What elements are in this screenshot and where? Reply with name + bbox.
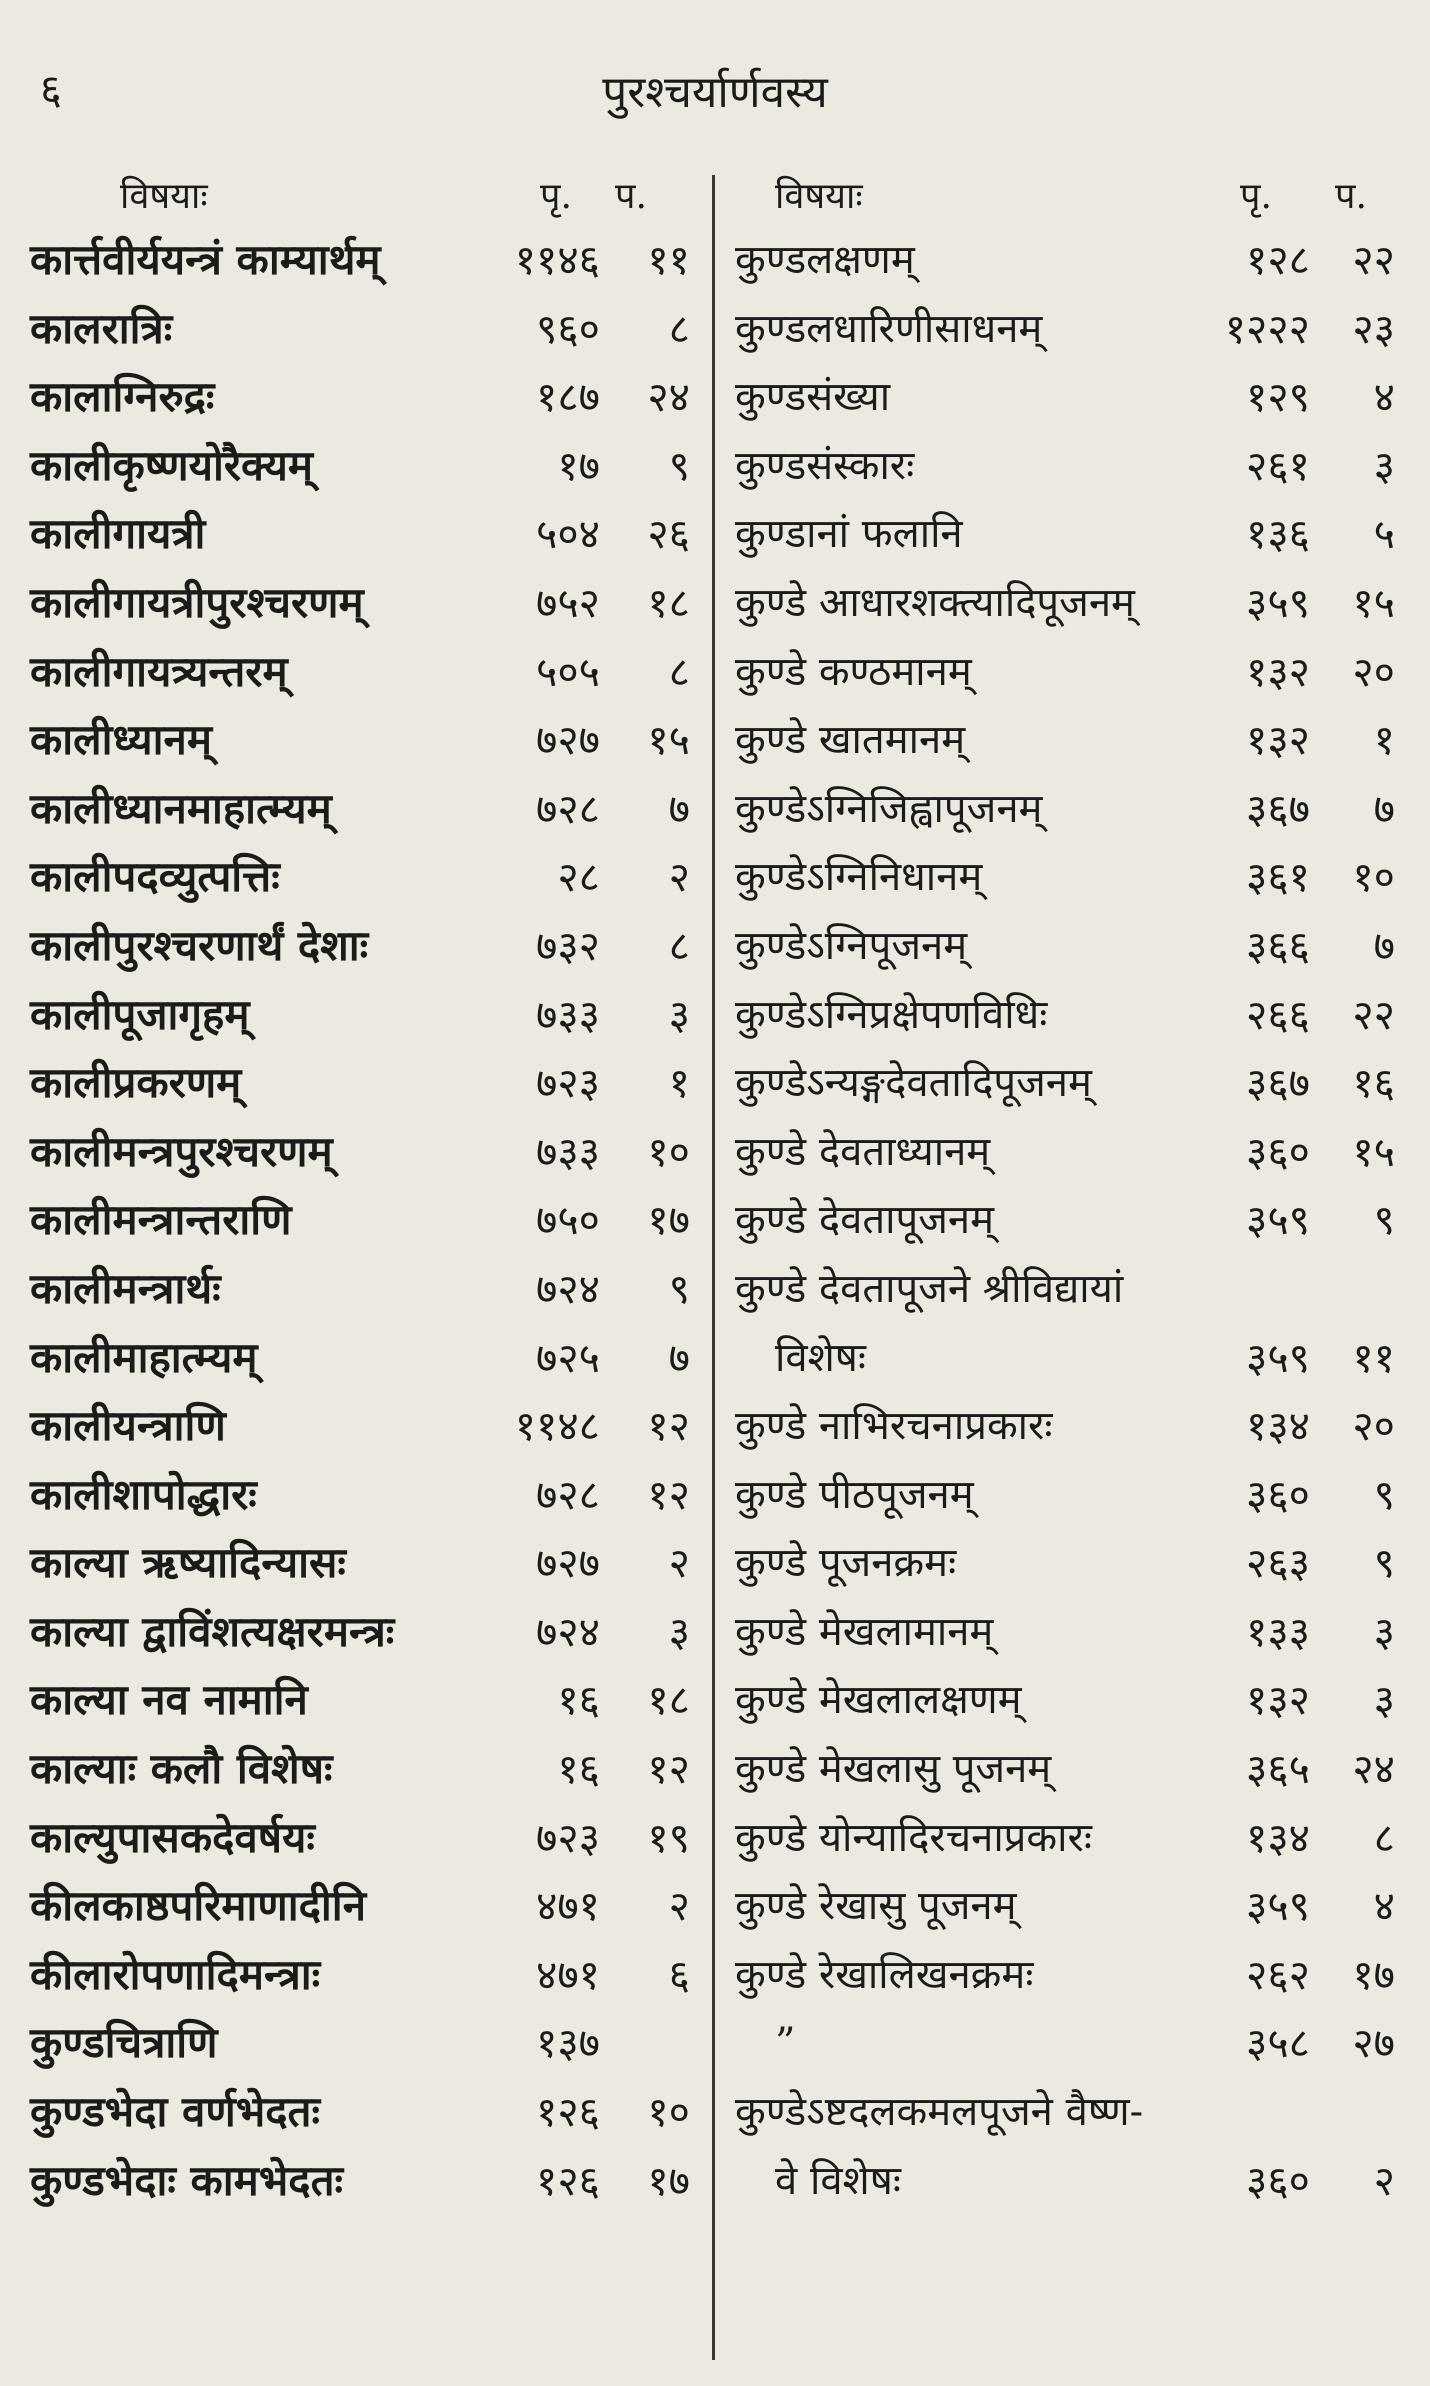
index-entry — [735, 1049, 1400, 1118]
index-entry — [30, 1804, 695, 1873]
entry-page: ३६१ — [1246, 853, 1310, 902]
entry-line: १६ — [1352, 1059, 1395, 1108]
entry-subject: कुण्डेऽष्टदलकमलपूजने वैष्ण- — [735, 2089, 1144, 2136]
entry-page: ५०४ — [536, 510, 600, 559]
entry-page: १७ — [557, 441, 600, 490]
entry-subject: कुण्डेऽग्निनिधानम् — [735, 854, 983, 901]
entry-subject: कुण्डे पीठपूजनम् — [735, 1471, 974, 1518]
entry-subject: कुण्डे योन्यादिरचनाप्रकारः — [735, 1814, 1092, 1861]
index-entry — [735, 638, 1400, 707]
entry-line: ५ — [1373, 510, 1395, 559]
entry-line: ११ — [1352, 1333, 1395, 1382]
entry-line: ८ — [668, 647, 690, 696]
entry-line: २ — [1373, 2156, 1395, 2205]
right-index-column — [735, 170, 1400, 2215]
entry-subject: काल्युपासकदेवर्षयः — [30, 1812, 315, 1862]
page-number: ६ — [40, 65, 62, 114]
entry-page: १३४ — [1246, 1402, 1310, 1451]
entry-page: ७२४ — [536, 1264, 600, 1313]
entry-line: १२ — [647, 1402, 690, 1451]
index-entry — [30, 706, 695, 775]
line-header-label: प. — [615, 176, 647, 217]
entry-page: १२६ — [536, 2088, 600, 2137]
entry-line: १० — [1352, 853, 1395, 902]
entry-line: ९ — [668, 441, 690, 490]
index-entry — [30, 1392, 695, 1461]
index-entry — [735, 2078, 1400, 2147]
index-entry — [735, 226, 1400, 295]
entry-line: २२ — [1352, 990, 1395, 1039]
entry-line: २३ — [1352, 304, 1395, 353]
index-entry — [735, 363, 1400, 432]
entry-subject: कुण्डेऽग्निपूजनम् — [735, 922, 968, 969]
entry-page: ३५९ — [1246, 1882, 1310, 1931]
index-entry — [30, 1461, 695, 1530]
entry-line: ३ — [668, 1607, 690, 1656]
index-entry — [735, 1666, 1400, 1735]
page-header — [0, 60, 1430, 130]
entry-page: ३६६ — [1246, 921, 1310, 970]
index-entry — [735, 2147, 1400, 2216]
entry-subject: कुण्डे मेखलासु पूजनम् — [735, 1746, 1052, 1793]
entry-subject: कुण्डे देवतापूजनम् — [735, 1197, 994, 1244]
index-entry — [735, 432, 1400, 501]
entry-page: १२२२ — [1224, 304, 1310, 353]
page-header-label: पृ. — [1240, 176, 1272, 217]
entry-line: १० — [647, 2088, 690, 2137]
index-entry — [30, 775, 695, 844]
entry-subject: कुण्डानां फलानि — [735, 511, 963, 558]
entry-subject: कुण्डलक्षणम् — [735, 237, 915, 283]
entry-subject: काल्या द्वाविंशत्यक्षरमन्त्रः — [30, 1606, 395, 1656]
subject-header: विषयाः — [120, 176, 208, 217]
entry-line: १८ — [647, 1676, 690, 1725]
entry-subject: कुण्डे मेखलालक्षणम् — [735, 1677, 1022, 1724]
entry-page: ७२८ — [536, 1470, 600, 1519]
running-title: पुरश्चर्यार्णवस्य — [602, 67, 828, 118]
index-entry — [30, 1186, 695, 1255]
entry-subject: कुण्डे देवताध्यानम् — [735, 1128, 991, 1175]
entry-line: ७ — [668, 784, 690, 833]
entry-line: १५ — [1352, 1127, 1395, 1176]
entry-subject: कुण्डे रेखासु पूजनम् — [735, 1883, 1017, 1930]
entry-page: १६ — [557, 1676, 600, 1725]
index-entry — [30, 2078, 695, 2147]
index-entry — [735, 1735, 1400, 1804]
entry-subject: कुण्डचित्राणि — [30, 2018, 218, 2068]
entry-subject: कालीमन्त्रपुरश्चरणम् — [30, 1126, 333, 1176]
entry-page: ७३२ — [536, 921, 600, 970]
entry-page: १३६ — [1246, 510, 1310, 559]
entry-page: ७२७ — [536, 1539, 600, 1588]
entry-page: १२६ — [536, 2156, 600, 2205]
entry-line: ९ — [1373, 1539, 1395, 1588]
index-entry — [735, 1804, 1400, 1873]
entry-subject: कालीमाहात्म्यम् — [30, 1332, 258, 1382]
index-entry — [735, 1941, 1400, 2010]
entry-page: १३२ — [1246, 1676, 1310, 1725]
entry-subject: कुण्डभेदा वर्णभेदतः — [30, 2087, 320, 2137]
column-divider — [712, 175, 715, 2360]
entry-subject: काल्या नव नामानि — [30, 1675, 308, 1725]
entry-page: ५०५ — [536, 647, 600, 696]
index-entry — [30, 363, 695, 432]
entry-subject: काल्या ऋष्यादिन्यासः — [30, 1538, 346, 1588]
index-entry — [735, 1461, 1400, 1530]
index-entry — [30, 1255, 695, 1324]
entry-subject: कालीपुरश्चरणार्थं देशाः — [30, 920, 369, 970]
entry-subject: कुण्डे मेखलामानम् — [735, 1608, 994, 1655]
index-entry — [30, 912, 695, 981]
entry-line: ७ — [1373, 921, 1395, 970]
entry-line: २४ — [1352, 1745, 1395, 1794]
index-entry — [735, 1118, 1400, 1187]
entry-page: १३४ — [1246, 1813, 1310, 1862]
entry-page: २६६ — [1246, 990, 1310, 1039]
entry-line: १७ — [1352, 1950, 1395, 1999]
index-entry — [30, 981, 695, 1050]
index-entry — [735, 1324, 1400, 1393]
entry-page: ७५० — [536, 1196, 600, 1245]
entry-page: ७३३ — [536, 1127, 600, 1176]
entry-subject: कुण्डभेदाः कामभेदतः — [30, 2155, 343, 2205]
index-entry — [30, 1872, 695, 1941]
subject-header: विषयाः — [775, 176, 863, 217]
entry-subject: कुण्डलधारिणीसाधनम् — [735, 305, 1043, 352]
entry-line: ११ — [647, 236, 690, 284]
entry-line: ४ — [1373, 1882, 1395, 1931]
entry-page: ७२५ — [536, 1333, 600, 1382]
entry-page: ३५९ — [1246, 578, 1310, 627]
entry-page: १३२ — [1246, 647, 1310, 696]
index-entry — [30, 2009, 695, 2078]
entry-page: ३६० — [1246, 1470, 1310, 1519]
entry-page: ३६७ — [1246, 784, 1310, 833]
index-entry — [30, 1666, 695, 1735]
entry-subject: कुण्डेऽग्निप्रक्षेपणविधिः — [735, 991, 1048, 1038]
entry-subject: कुण्डे देवतापूजने श्रीविद्यायां — [735, 1265, 1124, 1312]
index-entry — [735, 912, 1400, 981]
index-entry — [735, 981, 1400, 1050]
entry-subject: विशेषः — [775, 1334, 866, 1381]
entry-line: १ — [668, 1059, 690, 1108]
index-entry — [30, 1735, 695, 1804]
entry-line: १२ — [647, 1745, 690, 1794]
entry-page: ९६० — [536, 304, 600, 353]
entry-subject: कालीध्यानम् — [30, 715, 212, 765]
entry-page: ११४६ — [514, 236, 600, 284]
entry-subject: वे विशेषः — [775, 2157, 901, 2204]
entry-line: २७ — [1352, 2019, 1395, 2068]
column-header — [735, 170, 1400, 226]
index-entry — [735, 1186, 1400, 1255]
entry-subject: कुण्डे कण्ठमानम् — [735, 648, 972, 695]
entry-line: २ — [668, 1882, 690, 1931]
index-entry — [30, 432, 695, 501]
entry-line: ९ — [1373, 1196, 1395, 1245]
entry-line: २० — [1352, 647, 1395, 696]
entry-line: ७ — [668, 1333, 690, 1382]
entry-line: ६ — [668, 1950, 690, 1999]
index-entry — [30, 1598, 695, 1667]
entry-line: ३ — [1373, 441, 1395, 490]
entry-subject: कुण्डे पूजनक्रमः — [735, 1540, 957, 1587]
page-header-label: पृ. — [540, 176, 572, 217]
entry-page: ३५९ — [1246, 1196, 1310, 1245]
entry-page: २६१ — [1246, 441, 1310, 490]
entry-page: १३२ — [1246, 716, 1310, 765]
index-entry — [30, 1324, 695, 1393]
entry-page: ७२३ — [536, 1059, 600, 1108]
entry-subject: कालीकृष्णयोरैक्यम् — [30, 440, 313, 490]
entry-line: १७ — [647, 2156, 690, 2205]
entry-page: १८७ — [536, 373, 600, 422]
index-entry — [30, 500, 695, 569]
entry-subject: कुण्डेऽन्यङ्गदेवतादिपूजनम् — [735, 1060, 1092, 1107]
entry-subject: कुण्डे खातमानम् — [735, 717, 966, 764]
entry-subject: कालीमन्त्रान्तराणि — [30, 1195, 292, 1245]
entry-subject: कीलकाष्ठपरिमाणादीनि — [30, 1881, 367, 1931]
entry-line: ८ — [1373, 1813, 1395, 1862]
entry-page: १६ — [557, 1745, 600, 1794]
entry-subject: कालीप्रकरणम् — [30, 1058, 242, 1108]
entry-line: ९ — [1373, 1470, 1395, 1519]
entry-page: ३५८ — [1246, 2019, 1310, 2068]
entry-line: ८ — [668, 921, 690, 970]
entry-line: ३ — [668, 990, 690, 1039]
index-entry — [735, 1529, 1400, 1598]
entry-subject: कालीगायत्र्यन्तरम् — [30, 646, 288, 696]
entry-page: ११४८ — [514, 1402, 600, 1451]
entry-line: १२ — [647, 1470, 690, 1519]
index-entry — [735, 775, 1400, 844]
index-entry — [735, 569, 1400, 638]
entry-page: २८ — [557, 853, 600, 902]
entry-page: ७२४ — [536, 1607, 600, 1656]
column-header — [30, 170, 695, 226]
entry-subject: कालीपूजागृहम् — [30, 989, 250, 1039]
entry-subject: कुण्डे रेखालिखनक्रमः — [735, 1951, 1034, 1998]
entry-page: २६२ — [1246, 1950, 1310, 1999]
index-entry — [735, 500, 1400, 569]
entry-subject: कालीगायत्रीपुरश्चरणम् — [30, 577, 364, 627]
entry-page: १२९ — [1246, 373, 1310, 422]
entry-page: १३३ — [1246, 1607, 1310, 1656]
entry-line: १७ — [647, 1196, 690, 1245]
entry-subject: कालाग्निरुद्रः — [30, 372, 215, 422]
index-entry — [735, 1872, 1400, 1941]
index-entry — [30, 638, 695, 707]
entry-page: ७२८ — [536, 784, 600, 833]
index-entry — [735, 1255, 1400, 1324]
entry-page: ७३३ — [536, 990, 600, 1039]
index-entry — [30, 1118, 695, 1187]
index-entry — [30, 569, 695, 638]
entry-page: ७५२ — [536, 578, 600, 627]
entry-subject: कुण्डसंस्कारः — [735, 442, 915, 489]
entry-subject: कालीशापोद्धारः — [30, 1469, 257, 1519]
entry-line: १९ — [647, 1813, 690, 1862]
entry-page: ३५९ — [1246, 1333, 1310, 1382]
entry-line: २२ — [1352, 236, 1395, 284]
entry-line: २ — [668, 853, 690, 902]
entry-page: १३७ — [536, 2019, 600, 2068]
entry-page: ३६५ — [1246, 1745, 1310, 1794]
entry-page: ४७१ — [536, 1950, 600, 1999]
entry-subject: कालीयन्त्राणि — [30, 1401, 226, 1451]
left-index-column — [30, 170, 695, 2215]
entry-subject: कालरात्रिः — [30, 303, 173, 353]
entry-subject: कालीध्यानमाहात्म्यम् — [30, 783, 332, 833]
entry-page: ३६७ — [1246, 1059, 1310, 1108]
index-entry — [30, 843, 695, 912]
entry-subject: कुण्डसंख्या — [735, 374, 891, 421]
index-entry — [30, 1529, 695, 1598]
index-entry — [30, 226, 695, 295]
entry-page: ७२७ — [536, 716, 600, 765]
entry-line: १५ — [647, 716, 690, 765]
entry-page: २६३ — [1246, 1539, 1310, 1588]
entry-line: ४ — [1373, 373, 1395, 422]
entry-subject: कुण्डे नाभिरचनाप्रकारः — [735, 1403, 1053, 1450]
entry-subject: कुण्डेऽग्निजिह्वापूजनम् — [735, 785, 1043, 832]
entry-page: ७२३ — [536, 1813, 600, 1862]
entry-line: २६ — [647, 510, 690, 559]
entry-line: ९ — [668, 1264, 690, 1313]
entry-page: ३६० — [1246, 2156, 1310, 2205]
index-entry — [735, 706, 1400, 775]
entry-subject: कार्त्तवीर्ययन्त्रं काम्यार्थम् — [30, 235, 381, 284]
entry-line: ३ — [1373, 1607, 1395, 1656]
entry-subject: कुण्डे आधारशक्त्यादिपूजनम् — [735, 579, 1135, 626]
entry-subject: कीलारोपणादिमन्त्राः — [30, 1949, 321, 1999]
entry-line: २० — [1352, 1402, 1395, 1451]
index-entry — [30, 295, 695, 364]
entry-subject: ” — [775, 2020, 796, 2067]
entry-page: ४७१ — [536, 1882, 600, 1931]
entry-line: ३ — [1373, 1676, 1395, 1725]
index-entry — [735, 295, 1400, 364]
entry-subject: कालीमन्त्रार्थः — [30, 1263, 221, 1313]
index-entry — [735, 2009, 1400, 2078]
entry-line: ८ — [668, 304, 690, 353]
entry-subject: काल्याः कलौ विशेषः — [30, 1744, 333, 1794]
entry-line: १ — [1373, 716, 1395, 765]
entry-page: १२८ — [1246, 236, 1310, 284]
entry-page: ३६० — [1246, 1127, 1310, 1176]
index-entry — [30, 2147, 695, 2216]
entry-subject: कालीगायत्री — [30, 509, 206, 559]
entry-line: २ — [668, 1539, 690, 1588]
entry-line: १० — [647, 1127, 690, 1176]
entry-subject: कालीपदव्युत्पत्तिः — [30, 852, 280, 902]
entry-line: ७ — [1373, 784, 1395, 833]
line-header-label: प. — [1335, 176, 1367, 217]
index-entry — [30, 1049, 695, 1118]
entry-line: १८ — [647, 578, 690, 627]
index-entry — [735, 843, 1400, 912]
entry-line: १५ — [1352, 578, 1395, 627]
index-entry — [735, 1392, 1400, 1461]
entry-line: २४ — [647, 373, 690, 422]
index-entry — [735, 1598, 1400, 1667]
index-entry — [30, 1941, 695, 2010]
